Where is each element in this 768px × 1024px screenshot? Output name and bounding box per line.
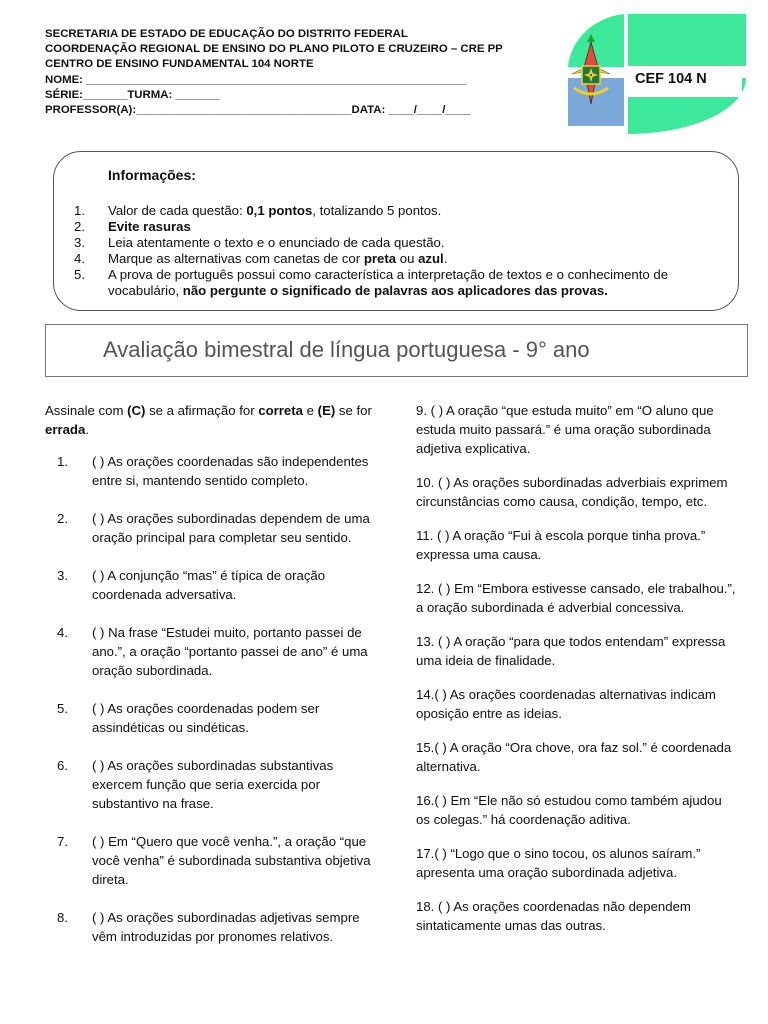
question-item: 18. ( ) As orações coordenadas não dependem sintaticamente umas das outras. (416, 899, 691, 933)
instructions-part: Assinale com (45, 403, 128, 418)
information-item-number: 4. (74, 251, 85, 266)
question-text: ( ) As orações subordinadas dependem de uma oração principal para completar seu sentido. (92, 511, 370, 545)
information-item-text-part: Marque as alternativas com canetas de cor (108, 251, 364, 266)
logo-text: CEF 104 N (635, 71, 707, 87)
question-item (45, 832, 375, 889)
left-question-list (45, 452, 375, 946)
header-secretaria: SECRETARIA DE ESTADO DE EDUCAÇÃO DO DISTRITO FEDERAL (45, 28, 408, 40)
instructions-part: correta (258, 403, 303, 418)
question-text: ( ) As orações coordenadas são independentes entre si, mantendo sentido completo. (92, 454, 369, 488)
information-item-text-part: Evite rasuras (108, 219, 191, 234)
instructions-part: . (85, 422, 89, 437)
header-escola: CENTRO DE ENSINO FUNDAMENTAL 104 NORTE (45, 58, 314, 71)
information-item-number: 3. (74, 235, 85, 250)
teacher-date-field: PROFESSOR(A):__________________________________DATA: ____/____/____ (45, 104, 471, 117)
instructions-part: se for (335, 403, 372, 418)
instructions-part: (E) (317, 403, 336, 418)
question-item: 10. ( ) As orações subordinadas adverbiais exprimem circunstâncias como causa, condição, tempo, etc. (416, 475, 728, 509)
question-text: ( ) As orações subordinadas substantivas exercem função que seria exercida por substantivo na frase. (92, 758, 334, 811)
question-number: 6. (57, 758, 68, 773)
logo-green-band (628, 14, 746, 66)
instructions-part: (C) (127, 403, 146, 418)
information-item-text (108, 219, 724, 235)
question-number: 1. (57, 454, 68, 469)
information-item-text-part: ou (396, 251, 419, 266)
information-title: Informações: (108, 167, 196, 183)
question-item (45, 509, 375, 547)
instructions-part: se a afirmação for (145, 403, 259, 418)
school-logo (566, 12, 748, 136)
information-item-text (108, 203, 724, 219)
exam-title: Avaliação bimestral de língua portuguesa - 9° ano (103, 337, 590, 362)
header-coordenacao: COORDENAÇÃO REGIONAL DE ENSINO DO PLANO PILOTO E CRUZEIRO – CRE PP (45, 43, 503, 56)
information-box (53, 151, 739, 311)
question-item (45, 756, 375, 813)
information-item (74, 219, 724, 235)
question-item (45, 566, 375, 604)
question-item: 17.( ) “Logo que o sino tocou, os alunos saíram.” apresenta uma oração subordinada adjetiva. (416, 846, 701, 880)
grade-class-field: SÉRIE:_______TURMA: _______ (45, 88, 220, 101)
information-list (74, 203, 724, 299)
information-item-text-part: Leia atentamente o texto e o enunciado de cada questão. (108, 235, 445, 250)
question-number: 5. (57, 701, 68, 716)
information-item-text-part: preta (363, 251, 397, 266)
information-item-text (108, 267, 724, 299)
information-item (74, 203, 724, 219)
question-item: 13. ( ) A oração “para que todos entendam” expressa uma ideia de finalidade. (416, 634, 726, 668)
right-question-list (416, 401, 736, 950)
logo-blue-block (568, 78, 624, 126)
question-item (45, 699, 375, 737)
instructions-part: errada (45, 422, 86, 437)
question-item: 14.( ) As orações coordenadas alternativas indicam oposição entre as ideias. (416, 687, 716, 721)
instructions-text (45, 401, 375, 439)
information-item-text-part: azul (418, 251, 444, 266)
question-number: 4. (57, 625, 68, 640)
question-item: 15.( ) A oração “Ora chove, ora faz sol.” é coordenada alternativa. (416, 740, 732, 774)
instructions-part: e (303, 403, 318, 418)
question-item: 12. ( ) Em “Embora estivesse cansado, ele trabalhou.”, a oração subordinada é adverbial concessiva. (416, 581, 736, 615)
question-item: 9. ( ) A oração “que estuda muito” em “O aluno que estuda muito passará.” é uma oração subordinada adjetiva explicativa. (416, 403, 714, 456)
information-item-text-part: não pergunte o significado de palavras aos aplicadores das provas. (182, 283, 608, 298)
information-item-text-part: A prova de português possui como característica a interpretação de textos e o conhecimento de vocabulário, (108, 267, 669, 298)
information-item (74, 251, 724, 267)
information-item-text (108, 235, 724, 251)
information-item-text (108, 251, 724, 267)
question-text: ( ) As orações subordinadas adjetivas sempre vêm introduzidas por pronomes relativos. (92, 910, 360, 944)
information-item-number: 5. (74, 267, 85, 282)
information-item-text-part: 0,1 pontos (246, 203, 313, 218)
information-item-text-part: Valor de cada questão: (108, 203, 247, 218)
question-text: ( ) Em “Quero que você venha.”, a oração “que você venha” é subordinada substantiva objetiva direta. (92, 834, 371, 887)
question-item (45, 908, 375, 946)
question-item (45, 452, 375, 490)
question-item: 16.( ) Em “Ele não só estudou como também ajudou os colegas.” há coordenação aditiva. (416, 793, 722, 827)
information-item-text-part: , totalizando 5 pontos. (312, 203, 442, 218)
question-number: 8. (57, 910, 68, 925)
question-item (45, 623, 375, 680)
information-item (74, 235, 724, 251)
information-item-number: 1. (74, 203, 85, 218)
school-header (45, 27, 565, 118)
name-field: NOME: ____________________________________________________________ (45, 73, 467, 86)
question-item: 11. ( ) A oração “Fui à escola porque tinha prova.” expressa uma causa. (416, 528, 706, 562)
question-text: ( ) A conjunção “mas” é típica de oração coordenada adversativa. (92, 568, 326, 602)
question-text: ( ) Na frase “Estudei muito, portanto passei de ano.”, a oração “portanto passei de ano” é uma oração subordinada. (92, 625, 368, 678)
question-number: 2. (57, 511, 68, 526)
question-number: 3. (57, 568, 68, 583)
information-item (74, 267, 724, 299)
information-item-number: 2. (74, 219, 85, 234)
question-text: ( ) As orações coordenadas podem ser assindéticas ou sindéticas. (92, 701, 320, 735)
question-number: 7. (57, 834, 68, 849)
left-column (45, 401, 375, 965)
information-item-text-part: . (443, 251, 448, 266)
exam-title-box (45, 324, 748, 377)
